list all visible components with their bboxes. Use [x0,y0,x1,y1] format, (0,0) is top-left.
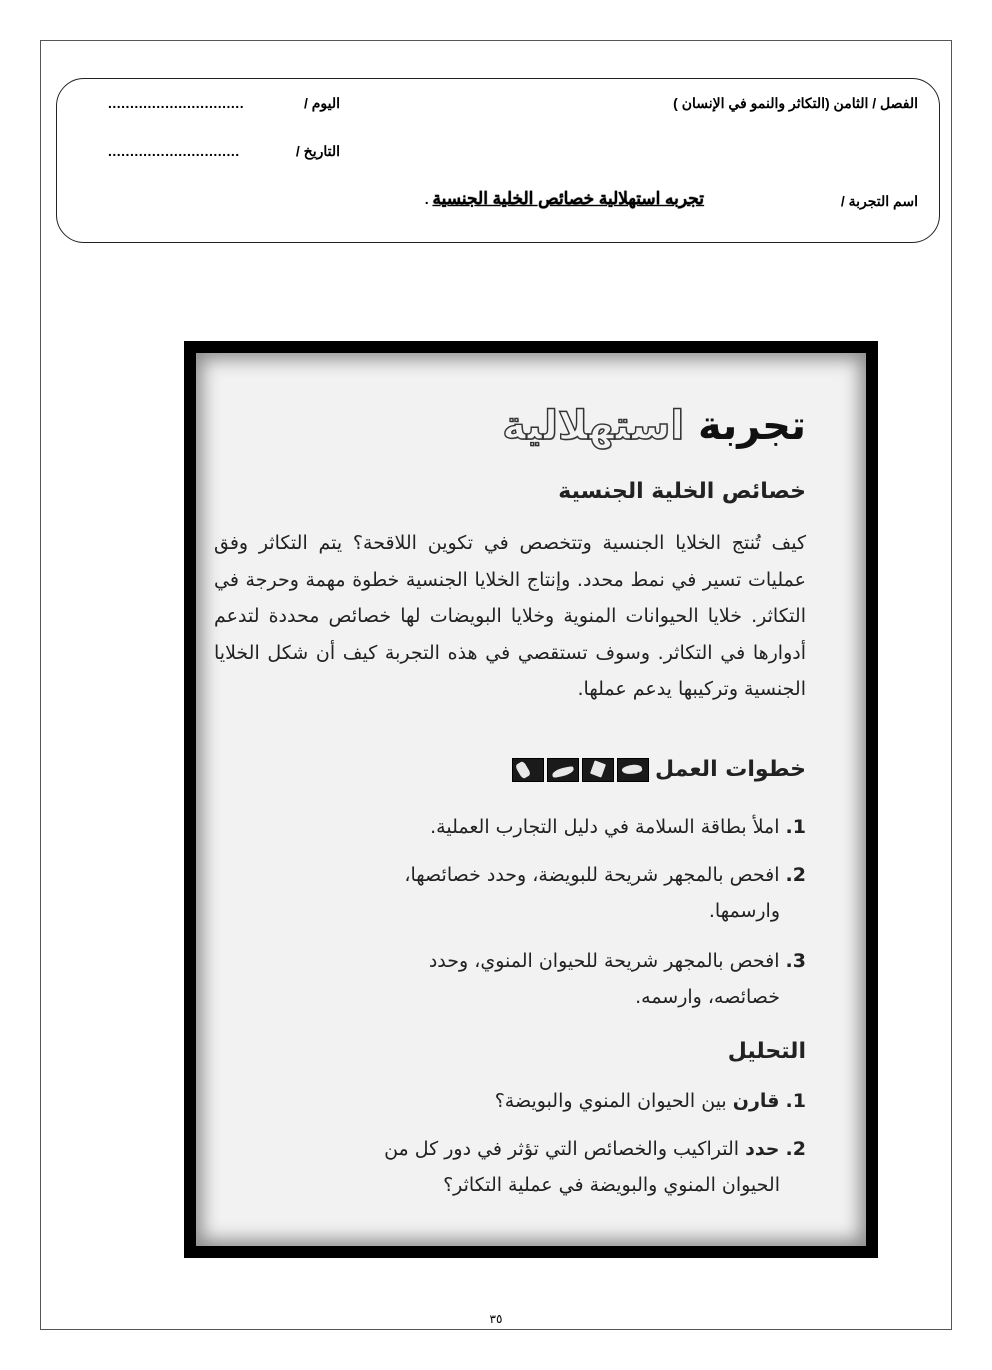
question-keyword: قارن [732,1090,780,1112]
step-2 [214,857,806,929]
chapter-label: الفصل / الثامن (التكاثر والنمو في الإنسان ) [673,95,918,111]
question-keyword: حدد [745,1138,780,1160]
scan-background [196,353,866,1246]
step-text: افحص بالمجهر شريحة للحيوان المنوي، وحدد [428,950,780,972]
step-1 [214,809,806,845]
experiment-suffix: . [424,191,433,207]
question-number: 1. [785,1090,806,1112]
question-number: 2. [785,1138,806,1160]
question-continuation: الحيوان المنوي والبويضة في عملية التكاثر؟ [443,1174,780,1196]
launch-lab-title [502,403,806,449]
step-3 [214,943,806,1015]
title-part1: تجربة [697,403,806,449]
lab-subtitle: خصائص الخلية الجنسية [558,479,806,504]
analysis-question-2 [214,1131,806,1203]
page-number: ٣٥ [489,1312,503,1326]
step-continuation: وارسمها. [708,900,780,922]
title-part2: استهلالية [502,403,685,449]
step-number: 2. [785,864,806,886]
day-value: ............................... [108,95,245,111]
steps-heading-text: خطوات العمل [655,757,806,782]
step-number: 1. [785,816,806,838]
steps-heading [512,757,806,782]
analysis-heading: التحليل [727,1039,806,1064]
scanned-textbook-page [184,341,878,1258]
microscope-icon [512,758,544,782]
step-continuation: خصائصه، وارسمه. [635,986,780,1008]
step-number: 3. [785,950,806,972]
step-text: افحص بالمجهر شريحة للبويضة، وحدد خصائصها، [404,864,780,886]
experiment-name: تجربه استهلالية خصائص الخلية الجنسية [432,189,704,208]
lab-coat-icon [617,758,649,782]
hand-wash-icon [582,758,614,782]
question-text: بين الحيوان المنوي والبويضة؟ [494,1090,733,1112]
experiment-label: اسم التجربة / [840,193,918,209]
date-label: التاريخ / [295,143,340,159]
slide-glass-icon [547,758,579,782]
question-text: التراكيب والخصائص التي تؤثر في دور كل من [384,1138,746,1160]
safety-icons [512,758,649,782]
intro-paragraph: كيف تُنتج الخلايا الجنسية وتتخصص في تكوين اللاقحة؟ يتم التكاثر وفق عمليات تسير في نمط محدد. وإنتاج الخلايا الجنسية خطوة مهمة وحرجة في التكاثر. خلايا الحيوانات المنوية وخلايا البويضات لها خصائص محددة لتدعم أدوارها في التكاثر. وسوف تستقصي في هذه التجربة كيف أن شكل الخلايا الجنسية وتركيبها يدعم عملها. [214,532,806,701]
experiment-name-line [425,189,704,209]
date-value: .............................. [108,143,240,159]
analysis-question-1 [214,1083,806,1119]
day-label: اليوم / [303,95,340,111]
step-text: املأ بطاقة السلامة في دليل التجارب العملية. [430,816,780,838]
